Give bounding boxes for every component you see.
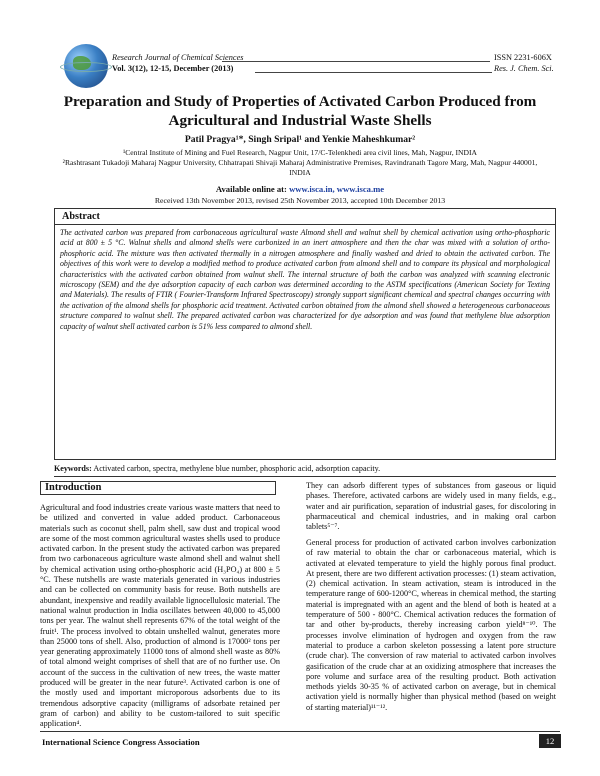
journal-abbrev: Res. J. Chem. Sci. xyxy=(494,63,554,73)
journal-header-right xyxy=(494,53,554,74)
header-rule-bottom xyxy=(255,72,492,73)
abstract-divider xyxy=(54,224,556,225)
affiliation-1: ¹Central Institute of Mining and Fuel Research, Nagpur Unit, 17/C-Telenkhedi area civil lines, Mah, Nagpur, INDIA xyxy=(122,148,478,157)
footer-association: International Science Congress Association xyxy=(42,737,200,747)
footer-rule xyxy=(40,731,560,732)
paper-title: Preparation and Study of Properties of Activated Carbon Produced from Agricultural and Industrial Waste Shells xyxy=(63,93,537,129)
received-dates: Received 13th November 2013, revised 25th November 2013, accepted 10th December 2013 xyxy=(154,196,446,205)
available-online-label: Available online at: xyxy=(215,184,287,194)
affiliation-2: ²Rashtrasant Tukadoji Maharaj Nagpur University, Chhatrapati Shivaji Maharaj Administrative Premises, Ravindranath Tagore Marg, Mah, Nagpur 440001, INDIA xyxy=(62,158,538,178)
keywords-text: Activated carbon, spectra, methylene blue number, phosphoric acid, adsorption capacity. xyxy=(93,464,381,473)
header-rule-top xyxy=(222,61,490,62)
abstract-heading: Abstract xyxy=(62,211,100,222)
introduction-heading: Introduction xyxy=(45,482,102,493)
keywords-label: Keywords: xyxy=(54,464,92,473)
journal-name: Research Journal of Chemical Sciences xyxy=(112,53,244,62)
keywords xyxy=(54,464,556,473)
journal-logo-ring xyxy=(60,62,112,72)
abstract-text: The activated carbon was prepared from carbonaceous agricultural waste Almond shell and walnut shell by chemical activation using ortho-phosphoric acid at 800 ± 5 °C. Walnut shells and almond shells were carbonized in an inert atmosphere and then the char was mixed with a solution of ortho-phosphoric acid. The mixture was then activated thermally in a nitrogen atmosphere and finally washed and dried to obtain the activated carbon. The objectives of this work were to develop a modified method to produce activated carbon from almond shell and to compare its physical and morphological characteristics with the activated carbon obtained from walnut shell. The internal structure of both the carbon was analyzed with scanning electronic microscopy (SEM) and the dye adsorption capacity of each carbon was determined according to the ASTM specifications (American Society for Texting and Materials). The results of FTIR ( Fourier-Transform Infrared Spectroscopy) strongly support significant chemical and spectral changes occurring with the activation of the almond shells for phosphoric acid treatment. Activated carbon obtained from the almond shell showed a heterogeneous carbonaceous structure compared to walnut shell. The prepared activated carbon was characterized for dye adsorption and was found that methylene blue adsorption capacity of walnut shell activated carbon is 51% less compared to almond shell. xyxy=(60,228,550,331)
affiliations xyxy=(52,148,548,179)
available-online xyxy=(40,184,560,194)
page-number: 12 xyxy=(539,734,561,748)
author-list: Patil Pragya¹*, Singh Sripal¹ and Yenkie Maheshkumar² xyxy=(184,134,416,145)
introduction-paragraph-1: Agricultural and food industries create various waste matters that need to be utilized and converted in value added product. Carbonaceous materials such as coconut shell, palm shell, saw dust and tropical wood are some of the most common agricultural wastes shells used to produce activated carbon. In the present study the activated carbon was prepared from two carbonaceous agriculture waste almond shell and walnut shell by chemical activation using ortho-phosphoric acid (H₃PO₄) at 800 ± 5 °C. These nutshells are waste materials generated in various industries and can be collected on community basis for reuse. Both nutshells are abundant, inexpensive and readily available lignocellulosic material. The national walnut production in India oscillates between 40,000 to 45,000 tons per year. The walnut shell represents 67% of the total weight of the fruit¹. The process involved to obtain unshelled walnut, generates more than 25000 tons of shell. Also, production of almond is 17000² tons per year generating approximately 11000 tons of almond shell waste as 80% of total almond weight comprises of shell that are of no further use. On account of the success in the cultivation of new trees, the waste matter produced will be greater in the near future³. Activated carbon is one of the mostly used and important microporous adsorbents due to its tremendous adsorptive capacity (milligrams of adsorbate retained per gram of carbon) and ability to be custom-tailored to suit specific application⁴. xyxy=(40,503,280,729)
introduction-paragraph-2: They can adsorb different types of substances from gaseous or liquid phases. Therefore, activated carbons are widely used in many fields, e.g., water and air purification, separation of industrial gases, for discoloring in pharmaceutical and chemical industries, and in making oral carbon tablets⁵⁻⁷. xyxy=(306,481,556,532)
volume-line: Vol. 3(12), 12-15, December (2013) xyxy=(112,63,234,73)
issn: ISSN 2231-606X xyxy=(494,53,552,62)
introduction-paragraph-3: General process for production of activated carbon involves carbonization of raw material to obtain the char or carbonaceous material, which is activated at elevated temperature to yield the highly porous final product. At present, there are two different activation processes: (1) steam activation, (2) chemical activation. In steam activation, steam is introduced in the temperature range of 600-1200°C, whereas in chemical method, the starting material is impregnated with an agent and the blend of both is heated at a temperature of 500 - 800°C. Chemical activation reduces the formation of tar and other by-products, thereby increasing carbon yield⁸⁻¹⁰. The processes involve elimination of hydrogen and oxygen from the raw material to produce a carbon skeleton possessing a latent pore structure (crude char). The conversion of raw material to activated carbon involves gasification of the crude char at an oxidizing atmosphere that increases the pore volume and surface area of the resulting product. Both activation methods yields 30-35 % of activated carbon on average, but in chemical activation yield is normally higher than physical method (based on weight of starting material)¹¹⁻¹². xyxy=(306,538,556,712)
journal-header-left xyxy=(112,53,243,74)
journal-links[interactable]: www.isca.in, www.isca.me xyxy=(289,184,385,194)
keywords-divider xyxy=(54,476,556,477)
